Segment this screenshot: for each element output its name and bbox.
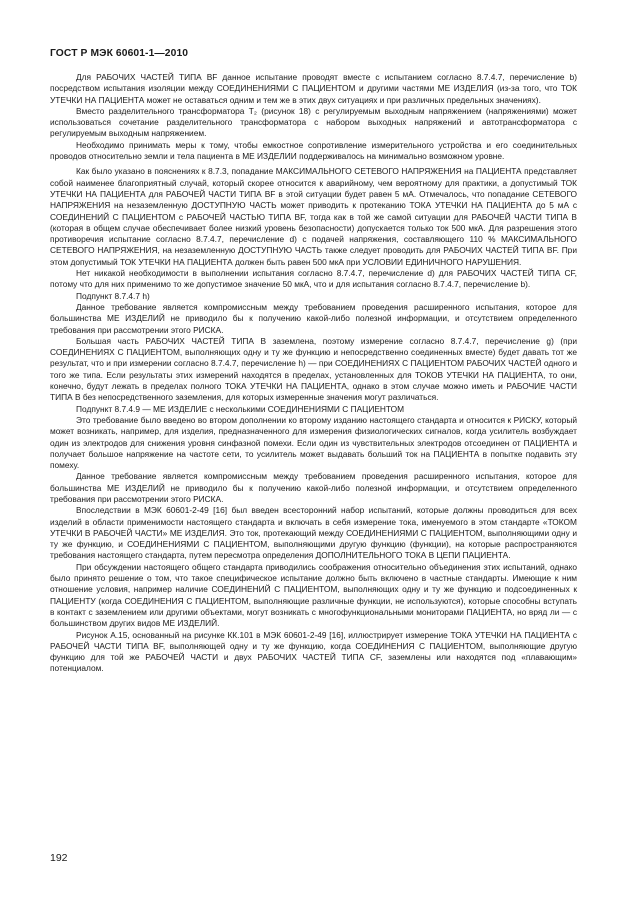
subsection-heading: Подпункт 8.7.4.7 h) bbox=[76, 290, 150, 301]
paragraph: При обсуждении настоящего общего стандарта приводились соображения относительно объединения этих испытаний, однако было принято решение о том, что такое специфическое испытание должно быть включено в частные стандарты. Имеющие к ним отношение условия, например наличие СОЕДИНЕНИЙ С ПАЦИЕНТОМ, выполняющих одну и ту же функцию и подсоединенных к ПАЦИЕНТУ (когда СОЕДИНЕНИЯ С ПАЦИЕНТОМ, выполняющие различные функции, не используются), которые способны вступать в контакт с заземлением или другими объектами, могут возникать с многофункциональными мониторами ПАЦИЕНТА, но вряд ли — с большинством других видов МЕ ИЗДЕЛИЙ. bbox=[50, 561, 577, 629]
paragraph: Для РАБОЧИХ ЧАСТЕЙ ТИПА BF данное испытание проводят вместе с испытанием согласно 8.7.4.7, перечисление b) посредством испытания изоляции между СОЕДИНЕНИЯМИ С ПАЦИЕНТОМ и другими частями МЕ ИЗДЕЛИЯ (из-за того, что ТОК УТЕЧКИ НА ПАЦИЕНТА может не оставаться одним и тем же в этих двух ситуациях и при различных предельных значениях). bbox=[50, 72, 577, 105]
page-number: 192 bbox=[50, 852, 68, 864]
subsection-heading: Подпункт 8.7.4.9 — МЕ ИЗДЕЛИЕ с несколькими СОЕДИНЕНИЯМИ С ПАЦИЕНТОМ bbox=[76, 403, 405, 414]
paragraph: Данное требование является компромиссным между требованием проведения расширенного испытания, которое для большинства МЕ ИЗДЕЛИЙ не приводило бы к получению какой-либо полезной информации, и отсутствием определенного требования при рассмотрении этого РИСКА. bbox=[50, 471, 577, 504]
running-header: ГОСТ Р МЭК 60601-1—2010 bbox=[50, 48, 189, 59]
paragraph: Нет никакой необходимости в выполнении испытания согласно 8.7.4.7, перечисление d) для РАБОЧИХ ЧАСТЕЙ ТИПА CF, потому что для них применимо то же допустимое значение 50 мкА, что и для испытания согласно 8.7.4.7, перечисление b). bbox=[50, 268, 577, 290]
paragraph: Рисунок А.15, основанный на рисунке КК.101 в МЭК 60601-2-49 [16], иллюстрирует измерение ТОКА УТЕЧКИ НА ПАЦИЕНТА с РАБОЧЕЙ ЧАСТИ ТИПА BF, выполняющей одну и ту же функцию, когда СОЕДИНЕНИЯ С ПАЦИЕНТОМ, выполняющие другую функцию для той же РАБОЧЕЙ ЧАСТИ и двух РАБОЧИХ ЧАСТЕЙ ТИПА CF, заземлены или находятся под «плавающим» потенциалом. bbox=[50, 629, 577, 674]
paragraph: Впоследствии в МЭК 60601-2-49 [16] был введен всесторонний набор испытаний, которые должны проводиться для всех изделий в области применимости настоящего стандарта и включать в себя измерение тока, именуемого в этом стандарте «ТОКОМ УТЕЧКИ В РАБОЧЕЙ ЧАСТИ» МЕ ИЗДЕЛИЯ. Это ток, протекающий между СОЕДИНЕНИЯМИ С ПАЦИЕНТОМ, выполняющими одну и ту же функцию, и СОЕДИНЕНИЯМИ С ПАЦИЕНТОМ, выполняющими другую функцию (функции), на которые распространяются требования настоящего стандарта, путем пересмотра определения ДОПОЛНИТЕЛЬНОГО ТОКА В ЦЕПИ ПАЦИЕНТА. bbox=[50, 505, 577, 561]
paragraph: Вместо разделительного трансформатора T₂ (рисунок 18) с регулируемым выходным напряжением (напряжениями) может использоваться сочетание разделительного трансформатора с набором выходных напряжений и автотрансформатора с регулируемым выходным напряжением. bbox=[50, 105, 577, 139]
paragraph: Большая часть РАБОЧИХ ЧАСТЕЙ ТИПА В заземлена, поэтому измерение согласно 8.7.4.7, перечисление g) (при СОЕДИНЕНИЯХ С ПАЦИЕНТОМ, выполняющих одну и ту же функцию и непосредственно соединенных вместе) будет давать тот же результат, что и при измерении согласно 8.7.4.7, перечисление h) — при СОЕДИНЕНИЯХ С ПАЦИЕНТОМ РАБОЧИХ ЧАСТЕЙ одного и того же типа. Если результаты этих измерений находятся в пределах, установленных для ТОКОВ УТЕЧКИ НА ПАЦИЕНТА, то они, конечно, будут лежать в пределах полного ТОКА УТЕЧКИ НА ПАЦИЕНТА, однако в этом случае можно иметь и РАБОЧИЕ ЧАСТИ ТИПА В без непосредственного заземления, для которых измеренные значения могут различаться. bbox=[50, 335, 577, 403]
body-text bbox=[50, 72, 577, 675]
paragraph: Данное требование является компромиссным между требованием проведения расширенного испытания, которое для большинства МЕ ИЗДЕЛИЙ не приводило бы к получению какой-либо полезной информации, и отсутствием определенного требования при рассмотрении этого РИСКА. bbox=[50, 301, 577, 335]
paragraph: Как было указано в пояснениях к 8.7.3, попадание МАКСИМАЛЬНОГО СЕТЕВОГО НАПРЯЖЕНИЯ на ПАЦИЕНТА представляет собой наименее благоприятный случай, который скорее относится к аварийному, чем вероятному для практики, а допустимый ТОК УТЕЧКИ НА ПАЦИЕНТА для РАБОЧЕЙ ЧАСТИ ТИПА BF в этой ситуации будет равен 5 мА. Отмечалось, что попадание СЕТЕВОГО НАПРЯЖЕНИЯ на незаземленную ДОСТУПНУЮ ЧАСТЬ может приводить к протеканию ТОКА УТЕЧКИ НА ПАЦИЕНТА до 5 мА с СОЕДИНЕНИЙ С ПАЦИЕНТОМ с РАБОЧЕЙ ЧАСТЬЮ ТИПА BF, тогда как в той же самой ситуации для РАБОЧЕЙ ЧАСТИ ТИПА В (которая в общем случае обеспечивает более низкий уровень безопасности) допускается только ток 500 мкА. Для разрешения этого противоречия испытание согласно 8.7.4.7, перечисление d) с подачей напряжения, составляющего 110 % МАКСИМАЛЬНОГО СЕТЕВОГО НАПРЯЖЕНИЯ, на незаземленную ДОСТУПНУЮ ЧАСТЬ также следует проводить для РАБОЧИХ ЧАСТЕЙ ТИПА BF. При этом допустимый ТОК УТЕЧКИ НА ПАЦИЕНТА должен быть равен 500 мкА при УСЛОВИИ ЕДИНИЧНОГО НАРУШЕНИЯ. bbox=[50, 166, 577, 267]
paragraph: Необходимо принимать меры к тому, чтобы емкостное сопротивление измерительного устройства и его соединительных проводов относительно земли и тела пациента в МЕ ИЗДЕЛИИ поддерживалось на минимально возможном уровне. bbox=[50, 139, 577, 162]
paragraph: Это требование было введено во втором дополнении ко второму изданию настоящего стандарта и относится к РИСКУ, который может возникать, например, для изделия, предназначенного для измерения физиологических сигналов, когда усилитель возбуждает один из электродов для снижения уровня синфазной помехи. Если один из чувствительных электродов отсоединен от ПАЦИЕНТА и получает большое напряжение на частоте сети, то усилитель может выдавать больший ток на ПАЦИЕНТА в попытке подавить эту помеху. bbox=[50, 414, 577, 471]
